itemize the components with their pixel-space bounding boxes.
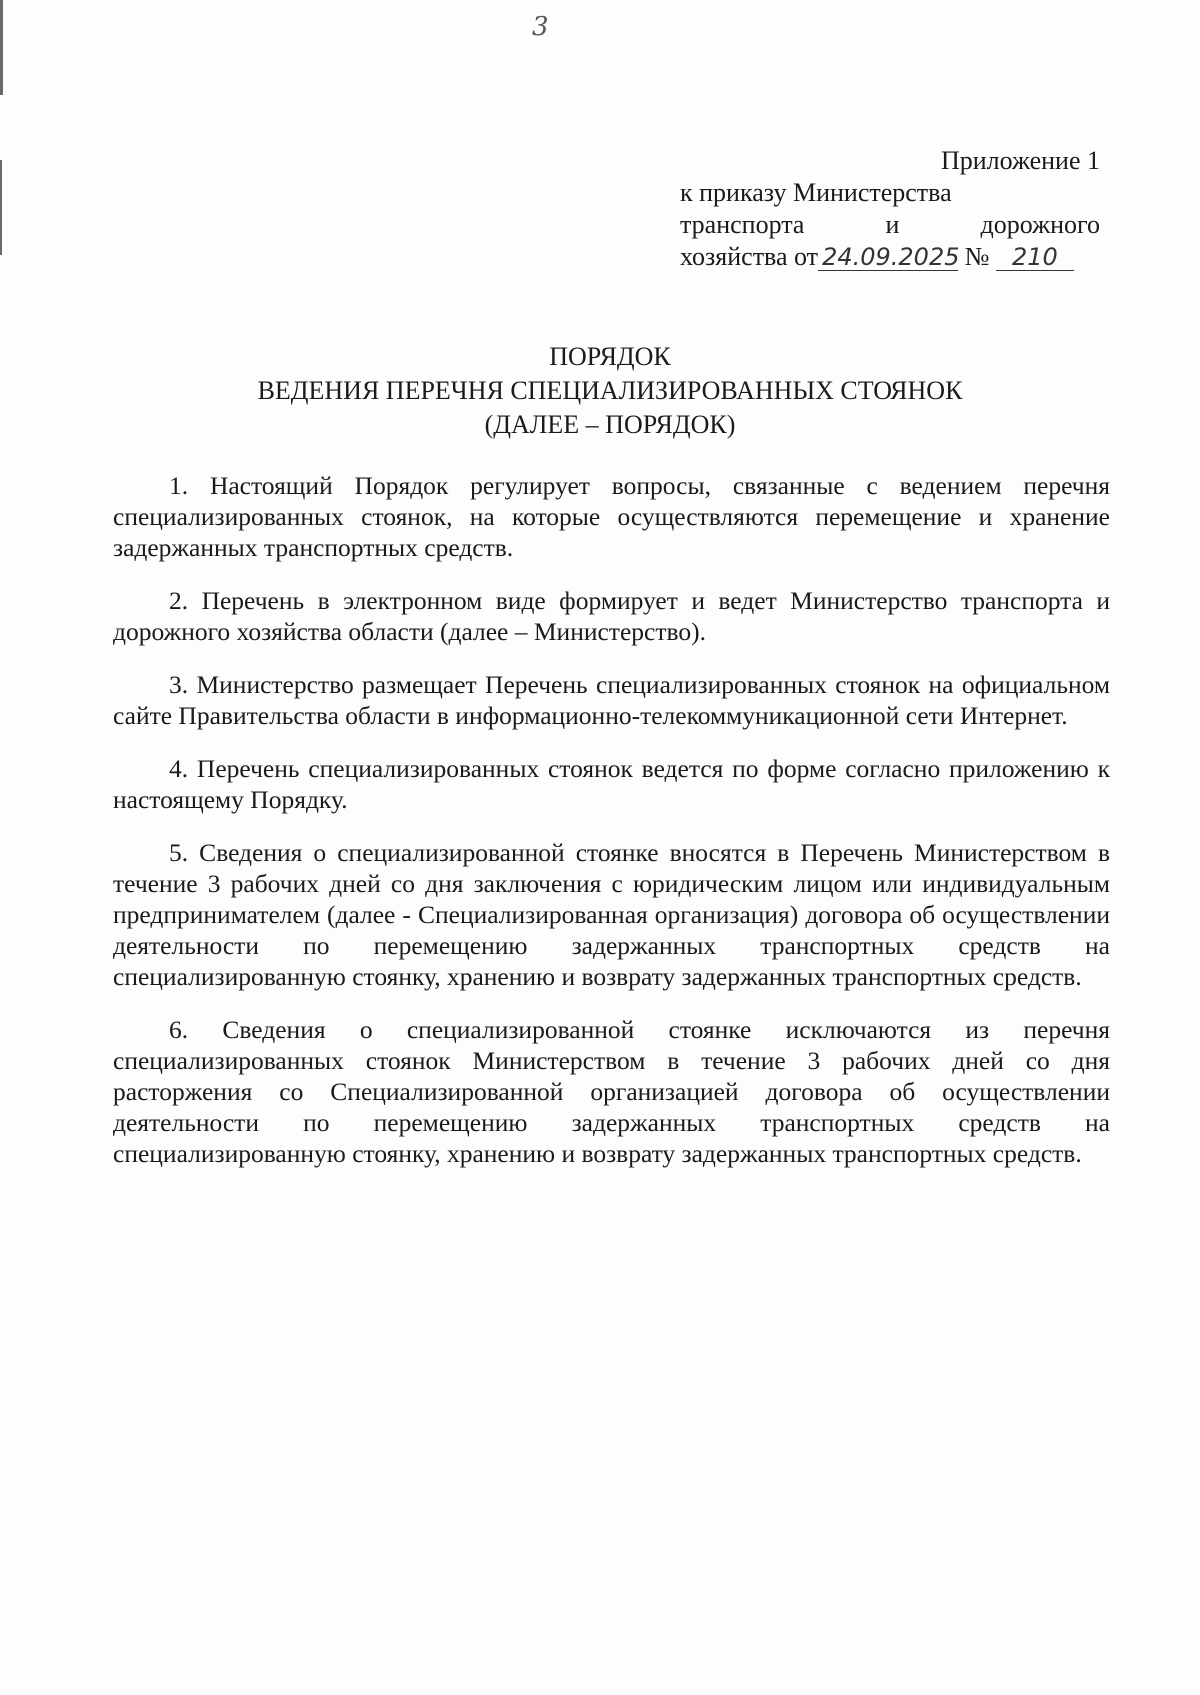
number-sign: №: [964, 242, 990, 271]
paragraph-1: 1. Настоящий Порядок регулирует вопросы, связанные с ведением перечня специализированных стоянок, на которые осуществляются перемещение и хранение задержанных транспортных средств.: [113, 471, 1110, 562]
paragraph-3: 3. Министерство размещает Перечень специализированных стоянок на официальном сайте Правительства области в информационно-телекоммуникационной сети Интернет.: [113, 670, 1110, 730]
paragraph-5: 5. Сведения о специализированной стоянке вносятся в Перечень Министерством в течение 3 рабочих дней со дня заключения с юридическим лицом или индивидуальным предпринимателем (далее - Специализированная организация) договора об осуществлении деятельности по перемещению задержанных транспортных средств на специализированную стоянку, хранению и возврату задержанных транспортных средств.: [113, 838, 1110, 991]
scan-edge-mark: [0, 160, 2, 255]
title-line-1: ПОРЯДОК: [549, 342, 671, 371]
appendix-label: Приложение 1: [940, 146, 1100, 175]
appendix-date-line: [680, 241, 1100, 273]
page-number: 3: [532, 12, 549, 42]
appendix-header: [680, 145, 1100, 273]
appendix-order-line: к приказу Министерства: [680, 178, 952, 207]
title-line-3: (ДАЛЕЕ – ПОРЯДОК): [484, 410, 736, 439]
title-line-2: ВЕДЕНИЯ ПЕРЕЧНЯ СПЕЦИАЛИЗИРОВАННЫХ СТОЯНОК: [257, 376, 963, 405]
handwritten-date: 24.09.2025: [818, 244, 958, 271]
handwritten-order-number: 210: [996, 244, 1074, 271]
appendix-ministry-line: транспорта и дорожного: [680, 210, 1100, 239]
scan-edge-mark: [0, 0, 3, 95]
paragraph-6: 6. Сведения о специализированной стоянке исключаются из перечня специализированных стоянок Министерством в течение 3 рабочих дней со дня расторжения со Специализированной организацией договора об осуществлении деятельности по перемещению задержанных транспортных средств на специализированную стоянку, хранению и возврату задержанных транспортных средств.: [113, 1015, 1110, 1168]
paragraph-2: 2. Перечень в электронном виде формирует и ведет Министерство транспорта и дорожного хозяйства области (далее – Министерство).: [113, 586, 1110, 646]
appendix-date-prefix: хозяйства от: [680, 242, 819, 271]
paragraph-4: 4. Перечень специализированных стоянок ведется по форме согласно приложению к настоящему Порядку.: [113, 754, 1110, 814]
document-body: [113, 470, 1110, 1191]
document-title: [110, 340, 1110, 442]
